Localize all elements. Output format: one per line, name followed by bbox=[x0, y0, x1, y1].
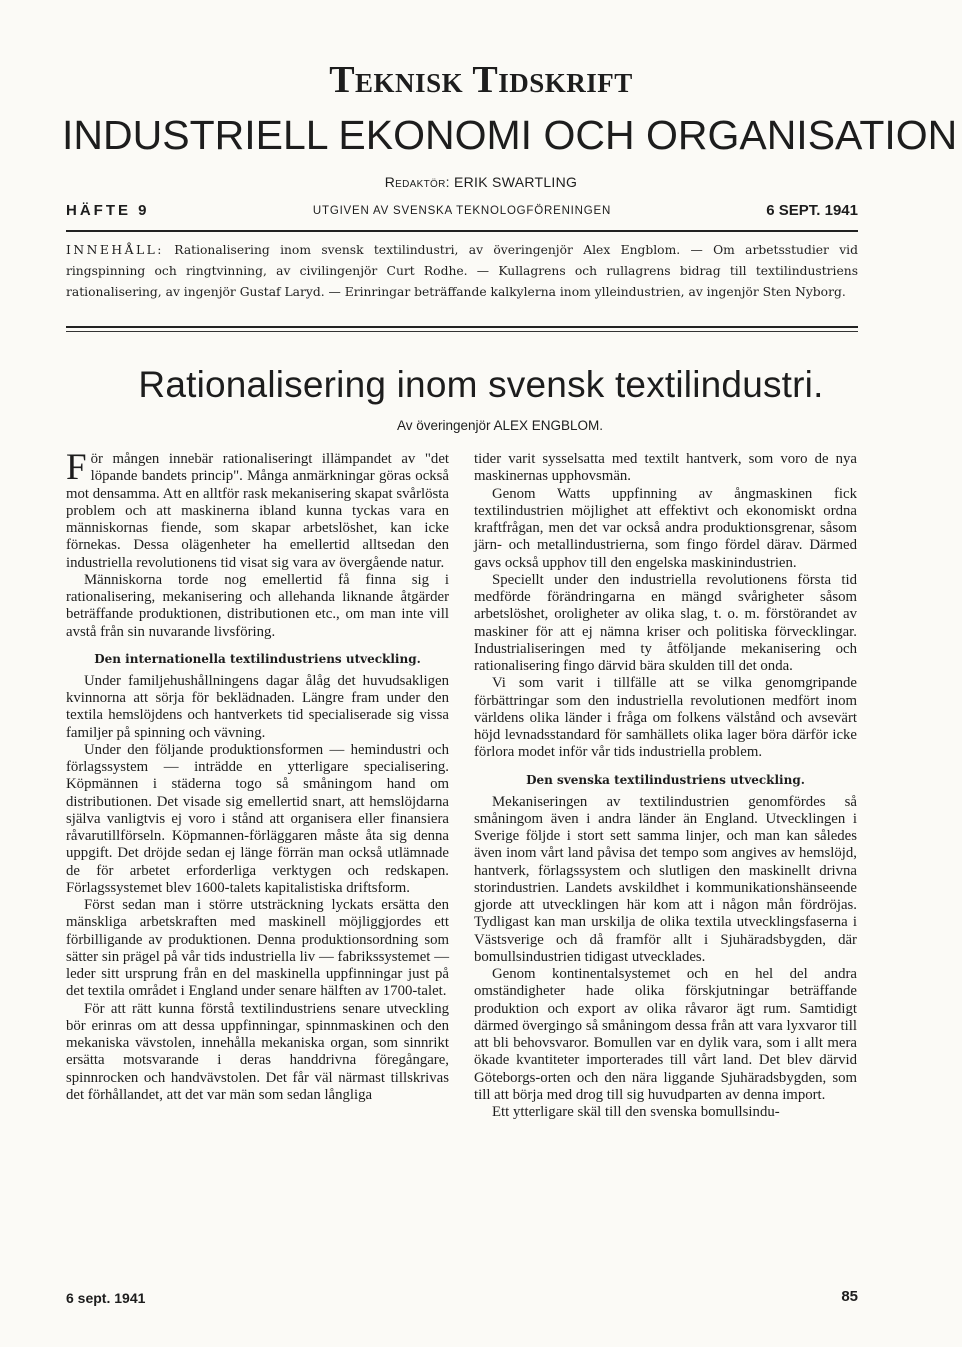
issue-row bbox=[66, 202, 858, 224]
paragraph: För mången innebär rationaliseringt illämpandet av "det löpande bandets princip". Många anmärkningar göras också mot densamma. Att en alltför rask mekanisering skapat svårlösta problem och att maskinerna ibland kunna tyckas vara en människornas fiende, som skapar arbetslöshet, kan icke förnekas. Dessa olägenheter ha emellertid alltsedan den industriella revolutionens tid visat sig vara av övergående natur. bbox=[66, 447, 449, 571]
section-heading: Den internationella textilindustriens utveckling. bbox=[94, 651, 421, 666]
section-heading: Den svenska textilindustriens utveckling. bbox=[526, 772, 805, 787]
paragraph: Genom kontinentalsystemet och en hel del andra omständigheter hade olika förskjutningar beträffande produktion och export av olika råvaror ägt rum. Samtidigt därmed övergingo så småningom dessa från att vara lyxvaror till att bli behovsvaror. Bomullen var en dylik vara, som i allt mera ökade kvantiteter importerades till vårt land. Det blev därvid Göteborgs-orten och den nära liggande Sjuhäradsbygden, som till att börja med drog till sig huvudparten av denna import. bbox=[474, 966, 857, 1103]
contents-rule bbox=[66, 326, 858, 328]
paragraph: Först sedan man i större utsträckning lyckats ersätta den mänskliga arbetskraften med maskinell möjliggjordes ett förbilligande av produktionen. Denna produktionsordning som sätter sin prägel på vår tids industriella liv — fabrikssystemet — leder sitt ursprung från en del maskinella uppfinningar just på det textila området i England under senare hälften av 1700-talet. bbox=[66, 897, 449, 1000]
issue-number: HÄFTE 9 bbox=[66, 202, 150, 219]
drop-cap: F bbox=[66, 447, 87, 488]
paragraph: Ett ytterligare skäl till den svenska bomullsindu- bbox=[492, 1104, 780, 1120]
left-column bbox=[66, 447, 449, 1104]
paragraph: tider varit sysselsatta med textilt hantverk, som voro de nya maskinernas upphovsmän. bbox=[474, 451, 857, 485]
paragraph: Genom Watts uppfinning av ångmaskinen fick textilindustrien möjlighet att effektivt och ekonomiskt ordna kraftfrågan, men det var också andra produktionsgrenar, såsom järn- och metallindustrierna, som fingo fördel därav. Därmed gavs också upphov till den engelska maskinindustrien. bbox=[474, 485, 857, 571]
section-title: INDUSTRIELL EKONOMI OCH ORGANISATION bbox=[62, 112, 958, 158]
masthead-rule bbox=[66, 230, 858, 232]
table-of-contents bbox=[66, 240, 858, 304]
paragraph: Speciellt under den industriella revolutionens första tid medförde förändringarna en mängd svårigheter såsom arbetslöshet, oroligheter av olika slag, t. o. m. förstörandet av maskiner för att ej nämna kriser och politiska förvecklingar. Industrialiseringen med ty åtföljande mekanisering och rationalisering fingo därvid bära skulden till det onda. bbox=[474, 571, 857, 674]
right-column bbox=[474, 451, 857, 1121]
journal-title: Teknisk Tidskrift bbox=[329, 59, 633, 101]
article-title: Rationalisering inom svensk textilindustri. bbox=[138, 364, 824, 405]
paragraph: För att rätt kunna förstå textilindustriens senare utveckling bör erinras om att dessa uppfinningar, spinnmaskinen och den mekaniska vävstolen, innehålla mekaniska organ, som sinnrikt ersätta motsvarande i deras handdrivna föregångare, spinnrocken och handvävstolen. Det får väl närmast tillskrivas det förhållandet, att det var män som sedan långliga bbox=[66, 1000, 449, 1103]
publisher: UTGIVEN AV SVENSKA TEKNOLOGFÖRENINGEN bbox=[312, 205, 612, 217]
paragraph: Människorna torde nog emellertid få finna sig i rationalisering, mekanisering och allehanda liknande åtgärder beträffande produktionen, distributionen etc., om man inte vill avstå från sin nuvarande livsföring. bbox=[66, 571, 449, 640]
contents-rule-thin bbox=[66, 331, 858, 332]
paragraph: Under den följande produktionsformen — hemindustri och förlagssystem — inträdde en ytterligare specialisering. Köpmännen i städerna togo så småningom hand om distributionen. Det visade sig emellertid snart, att hemslöjdarna själva vanligtvis ej voro i stånd att organisera eller finansiera råvarutillförseln. Köpmannen-förläggaren måste åta sig denna uppgift. Det dröjde sedan ej länge förrän man också utlämnade de för arbetet erforderliga verktygen och redskapen. Förlagssystemet blev 1600-talets kapitalistiska driftsform. bbox=[66, 741, 449, 896]
article-byline: Av överingenjör ALEX ENGBLOM. bbox=[396, 418, 604, 433]
paragraph: Under familjehushållningens dagar ålåg det huvudsakligen kvinnorna att sörja för beklädnaden. Längre fram under den textila hemslöjdens och hantverkets tid specialiserade sig vissa familjer på spinning och vävning. bbox=[66, 672, 449, 741]
page-number: 85 bbox=[841, 1288, 858, 1305]
footer-date: 6 sept. 1941 bbox=[66, 1290, 146, 1306]
paragraph: Vi som varit i tillfälle att se vilka genomgripande förbättringar som den industriella revolutionen medfört inom världens olika länder i fråga om folkens välstånd och avsevärt höjd levnadsstandard för samhällets olika lager böra därför icke förlora modet inför vår tids industriella problem. bbox=[474, 675, 857, 761]
contents-label: INNEHÅLL: bbox=[66, 243, 164, 257]
issue-date: 6 SEPT. 1941 bbox=[766, 202, 858, 219]
editor-line: Redaktör: ERIK SWARTLING bbox=[384, 174, 578, 190]
contents-text: Rationalisering inom svensk textilindustri, av överingenjör Alex Engblom. — Om arbetsstudier vid ringspinning och ringtvinning, av civilingenjör Curt Rodhe. — Kullagrens och rullagrens bidrag till textilindustriens rationalisering, av ingenjör Gustaf Laryd. — Erinringar beträffande kalkylerna inom ylleindustrien, av ingenjör Sten Nyborg. bbox=[66, 243, 858, 300]
paragraph: Mekaniseringen av textilindustrien genomfördes så småningom även i andra länder än England. Utvecklingen i Sverige följde i stort sett samma linjer, och man kan således även inom vårt land påvisa det tempo som angives av hemslöjd, hantverk, förlagssystem och slutligen den maskinellt drivna storindustrien. Landets avskildhet i kommunikationshänseende gjorde att utvecklingen här kom att i någon mån fördröjas. Tydligast kan man urskilja de olika textila utvecklingsfaserna i Västsverige och då framför allt i Sjuhäradsbygden, där bomullsindustrien tidigast utvecklades. bbox=[474, 793, 857, 965]
